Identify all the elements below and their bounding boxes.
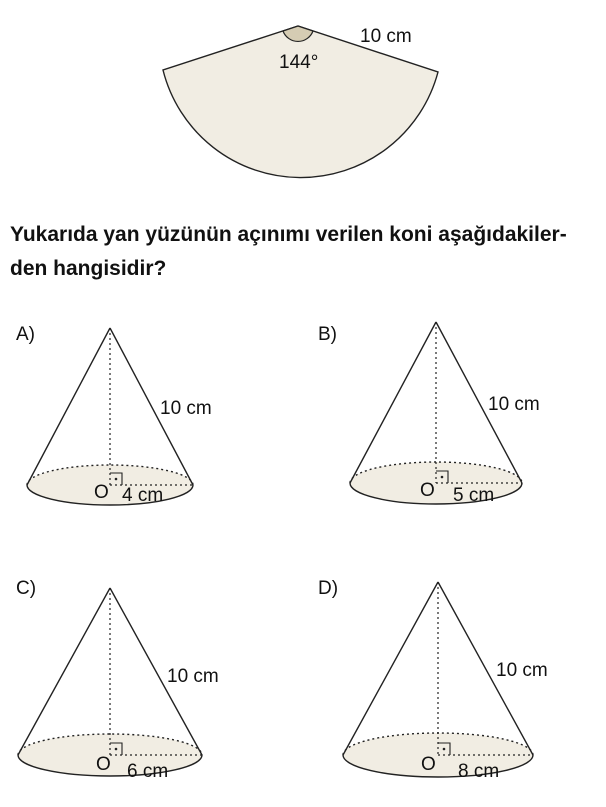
question-line-1: Yukarıda yan yüzünün açınımı verilen koni aşağıdakiler- — [10, 223, 567, 246]
option-b[interactable] — [318, 322, 540, 506]
sector-net — [163, 26, 438, 178]
cone-c-slant-label: 10 cm — [167, 666, 219, 687]
option-a-letter: A) — [16, 324, 35, 345]
cone-b-left-edge — [350, 322, 436, 483]
cone-a-center-label: O — [94, 482, 109, 503]
cone-c-left-edge — [18, 588, 110, 755]
cone-a-slant-label: 10 cm — [160, 398, 212, 419]
sector-shape — [163, 26, 438, 178]
cone-c-radius-label: 6 cm — [127, 761, 169, 782]
cone-d-center-label: O — [421, 754, 436, 775]
cone-d-right-angle-dot — [443, 748, 446, 751]
cone-d-slant-label: 10 cm — [496, 660, 548, 681]
cone-c-right-angle-dot — [115, 748, 118, 751]
question-line-2: den hangisidir? — [10, 257, 167, 280]
option-c-letter: C) — [16, 578, 37, 599]
cone-d-radius-label: 8 cm — [458, 761, 500, 782]
option-c[interactable] — [16, 578, 219, 782]
question-text — [10, 218, 600, 286]
cone-b-right-angle-dot — [441, 476, 444, 479]
cone-d-left-edge — [343, 582, 438, 755]
cone-b-slant-label: 10 cm — [488, 394, 540, 415]
cone-a-radius-label: 4 cm — [122, 485, 164, 506]
cone-a-right-angle-dot — [115, 478, 118, 481]
cone-b-radius-label: 5 cm — [453, 485, 495, 506]
cone-a-left-edge — [27, 328, 110, 485]
cone-c-center-label: O — [96, 754, 111, 775]
option-d[interactable] — [318, 578, 548, 782]
option-b-letter: B) — [318, 324, 337, 345]
sector-angle-label: 144° — [279, 52, 319, 73]
sector-slant-label: 10 cm — [360, 26, 412, 47]
cone-b-center-label: O — [420, 480, 435, 501]
option-d-letter: D) — [318, 578, 339, 599]
option-a[interactable] — [16, 324, 212, 506]
